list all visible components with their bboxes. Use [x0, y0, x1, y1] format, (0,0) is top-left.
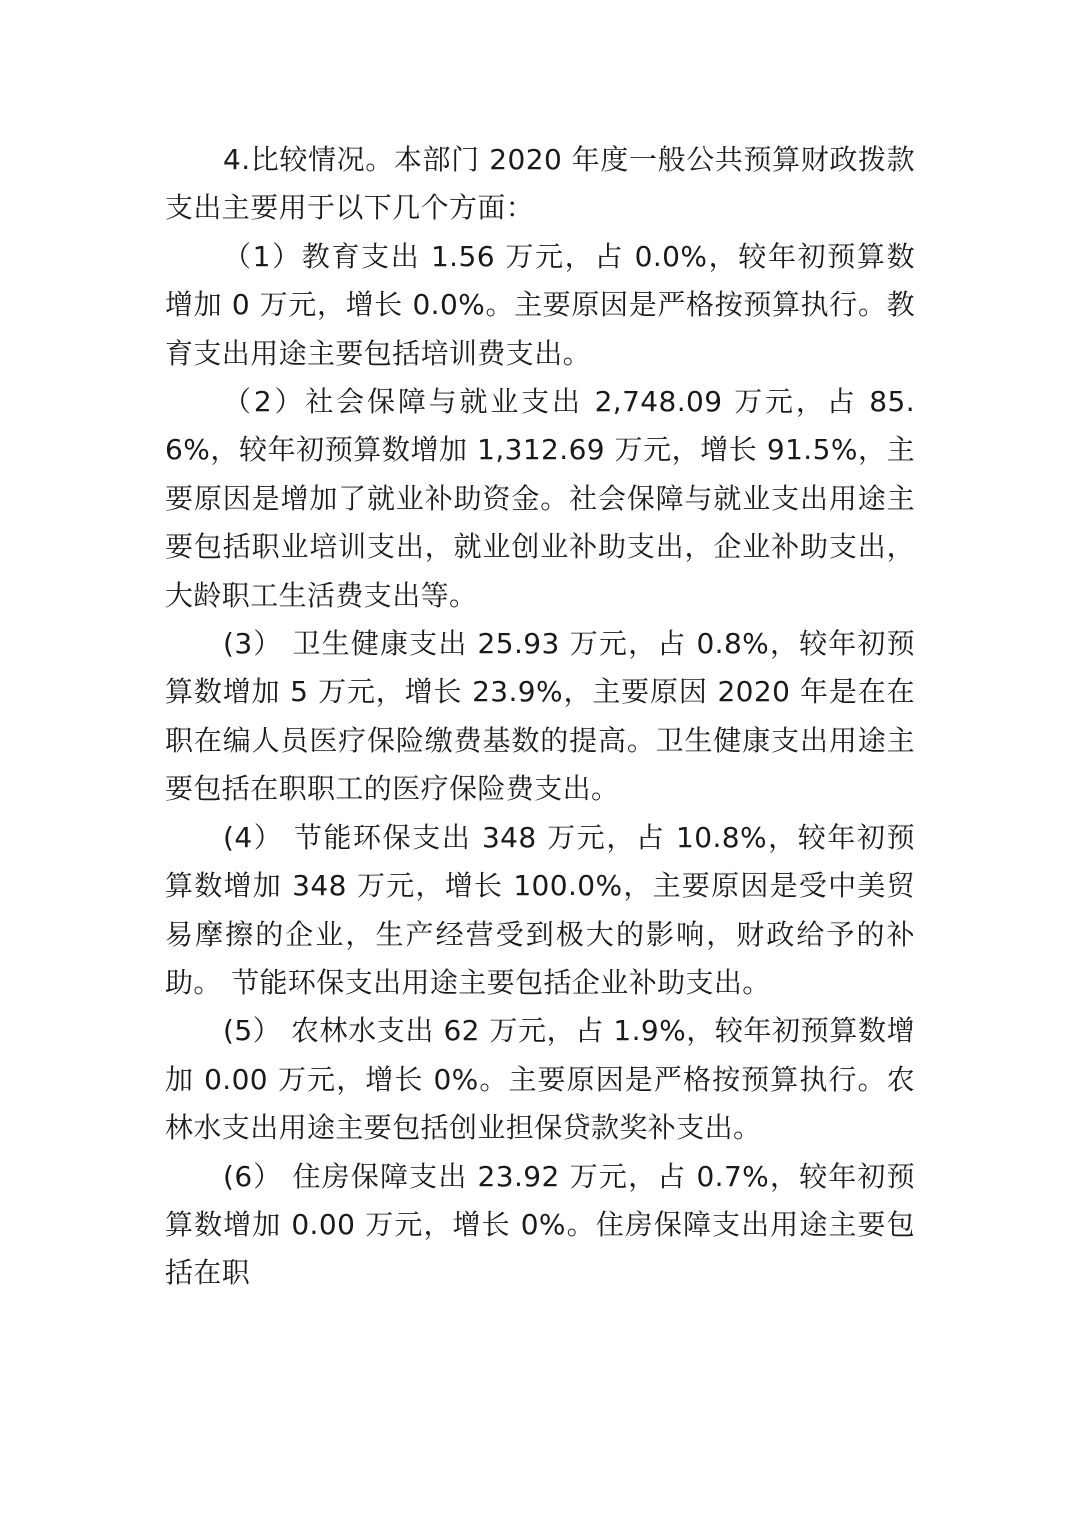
paragraph-agriculture-expenditure: (5） 农林水支出 62 万元，占 1.9%，较年初预算数增加 0.00 万元，增长 0%。主要原因是严格按预算执行。农林水支出用途主要包括创业担保贷款奖补支出。	[165, 1014, 915, 1145]
paragraph-environment-expenditure: (4） 节能环保支出 348 万元，占 10.8%，较年初预算数增加 348 万元，增长 100.0%，主要原因是受中美贸易摩擦的企业，生产经营受到极大的影响，财政给予的补助。 节能环保支出用途主要包括企业补助支出。	[165, 820, 915, 999]
paragraph-education-expenditure: （1）教育支出 1.56 万元，占 0.0%，较年初预算数增加 0 万元，增长 0.0%。主要原因是严格按预算执行。教育支出用途主要包括培训费支出。	[165, 239, 915, 370]
paragraph-social-security-expenditure: （2）社会保障与就业支出 2,748.09 万元，占 85.6%，较年初预算数增加 1,312.69 万元，增长 91.5%，主要原因是增加了就业补助资金。社会保障与就业支出用途主要包括职业培训支出，就业创业补助支出，企业补助支出，大龄职工生活费支出等。	[165, 385, 915, 612]
paragraph-health-expenditure: (3） 卫生健康支出 25.93 万元，占 0.8%，较年初预算数增加 5 万元，增长 23.9%，主要原因 2020 年是在在职在编人员医疗保险缴费基数的提高。卫生健康支出用途主要包括在职职工的医疗保险费支出。	[165, 627, 915, 806]
paragraph-comparison-intro: 4.比较情况。本部门 2020 年度一般公共预算财政拨款支出主要用于以下几个方面：	[165, 143, 915, 225]
paragraph-housing-expenditure: (6） 住房保障支出 23.92 万元，占 0.7%，较年初预算数增加 0.00 万元，增长 0%。住房保障支出用途主要包括在职	[165, 1159, 915, 1290]
document-body	[165, 136, 915, 1298]
